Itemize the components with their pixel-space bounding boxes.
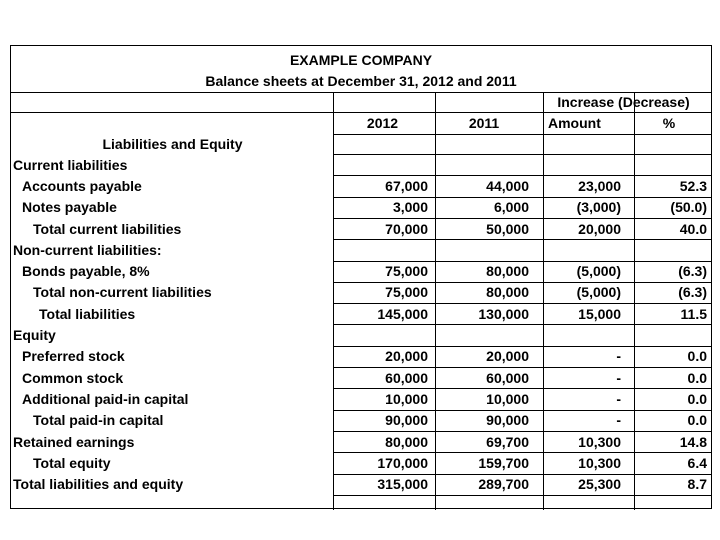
- row-divider: [333, 474, 711, 475]
- change-pct: 14.8: [679, 433, 707, 450]
- col-header-pct: %: [662, 115, 676, 131]
- balance-sheet-table: [10, 45, 712, 509]
- change-pct: 8.7: [687, 476, 707, 493]
- change-pct: 6.4: [687, 454, 707, 471]
- row-label: Common stock: [22, 369, 124, 386]
- value-2012: 315,000: [377, 476, 428, 493]
- row-divider: [333, 452, 711, 453]
- section-title: Liabilities and Equity: [102, 136, 243, 152]
- change-pct: 0.0: [687, 348, 707, 365]
- table-row: [11, 474, 711, 495]
- row-divider: [333, 303, 711, 304]
- value-2012: 90,000: [385, 412, 428, 429]
- table-row: [11, 154, 711, 175]
- row-divider: [333, 410, 711, 411]
- value-2011: 6,000: [493, 199, 529, 216]
- value-2012: [333, 154, 432, 175]
- row-divider: [333, 239, 711, 240]
- change-amount: 23,000: [578, 177, 621, 194]
- change-pct: 40.0: [679, 220, 707, 237]
- change-amount: -: [616, 412, 621, 429]
- row-label: Retained earnings: [13, 433, 135, 450]
- change-amount: 10,300: [578, 433, 621, 450]
- value-2011: 159,700: [478, 454, 529, 471]
- table-row: [11, 218, 711, 239]
- value-2011: 69,700: [486, 433, 529, 450]
- value-2011: 130,000: [478, 305, 529, 322]
- value-2012: 60,000: [385, 369, 428, 386]
- table-row: [11, 239, 711, 260]
- row-label: Total equity: [33, 454, 111, 471]
- sheet-subtitle: Balance sheets at December 31, 2012 and 2011: [205, 73, 517, 89]
- table-row: [11, 346, 711, 367]
- table-row: [11, 388, 711, 409]
- change-amount: -: [616, 369, 621, 386]
- value-2012: [333, 324, 432, 345]
- row-divider: [333, 282, 711, 283]
- table-row: [11, 367, 711, 388]
- change-pct: (6.3): [678, 263, 707, 280]
- value-2011: 289,700: [478, 476, 529, 493]
- value-2011: 80,000: [486, 284, 529, 301]
- value-2011: [435, 154, 533, 175]
- change-pct: 52.3: [679, 177, 707, 194]
- header-row-columns: [11, 112, 711, 134]
- section-title-row: [11, 134, 711, 154]
- value-2011: 60,000: [486, 369, 529, 386]
- change-group-header: Increase (Decrease): [557, 94, 690, 110]
- row-divider: [333, 346, 711, 347]
- col-header-2012: 2012: [366, 115, 399, 131]
- row-divider: [333, 197, 711, 198]
- table-row: [11, 410, 711, 431]
- row-divider: [333, 154, 711, 155]
- row-divider: [333, 388, 711, 389]
- change-pct: 0.0: [687, 412, 707, 429]
- value-2011: 20,000: [486, 348, 529, 365]
- row-label: Total non-current liabilities: [33, 284, 212, 301]
- row-label: Equity: [13, 327, 56, 344]
- row-label: Preferred stock: [22, 348, 125, 365]
- col-header-amount: Amount: [548, 115, 601, 131]
- change-amount: [536, 154, 625, 175]
- change-amount: (5,000): [576, 263, 621, 280]
- company-name: EXAMPLE COMPANY: [289, 52, 433, 68]
- value-2011: 44,000: [486, 177, 529, 194]
- change-amount: [536, 239, 625, 260]
- change-amount: -: [616, 390, 621, 407]
- table-row: [11, 282, 711, 303]
- change-pct: [627, 154, 711, 175]
- value-2012: [333, 239, 432, 260]
- value-2011: [435, 324, 533, 345]
- table-row: [11, 303, 711, 324]
- value-2012: 80,000: [385, 433, 428, 450]
- row-divider: [333, 324, 711, 325]
- change-amount: 10,300: [578, 454, 621, 471]
- row-divider: [333, 495, 711, 496]
- value-2012: 20,000: [385, 348, 428, 365]
- value-2012: 70,000: [385, 220, 428, 237]
- change-amount: 15,000: [578, 305, 621, 322]
- col-header-2011: 2011: [468, 115, 500, 131]
- row-divider: [333, 134, 711, 135]
- change-amount: -: [616, 348, 621, 365]
- table-row: [11, 261, 711, 282]
- change-pct: 11.5: [680, 305, 707, 322]
- row-label: Total liabilities and equity: [13, 476, 184, 493]
- divider: [11, 112, 711, 113]
- value-2012: 3,000: [392, 199, 428, 216]
- change-amount: [536, 324, 625, 345]
- value-2011: [435, 239, 533, 260]
- value-2012: 75,000: [385, 284, 428, 301]
- table-row: [11, 324, 711, 345]
- row-divider: [333, 218, 711, 219]
- value-2011: 80,000: [486, 263, 529, 280]
- value-2012: 170,000: [377, 454, 428, 471]
- table-row: [11, 431, 711, 452]
- row-label: Total liabilities: [39, 305, 136, 322]
- change-amount: 20,000: [578, 220, 621, 237]
- table-row: [11, 175, 711, 196]
- row-label: Bonds payable, 8%: [22, 263, 150, 280]
- change-amount: (3,000): [576, 199, 621, 216]
- row-divider: [333, 367, 711, 368]
- row-label: Accounts payable: [22, 177, 142, 194]
- row-label: Non-current liabilities:: [13, 241, 162, 258]
- table-row: [11, 197, 711, 218]
- change-pct: (6.3): [678, 284, 707, 301]
- row-label: Notes payable: [22, 199, 117, 216]
- change-pct: (50.0): [670, 199, 707, 216]
- value-2012: 10,000: [385, 390, 428, 407]
- row-divider: [333, 261, 711, 262]
- value-2011: 50,000: [486, 220, 529, 237]
- value-2012: 67,000: [385, 177, 428, 194]
- value-2011: 10,000: [486, 390, 529, 407]
- change-amount: (5,000): [576, 284, 621, 301]
- row-label: Additional paid-in capital: [22, 390, 189, 407]
- change-pct: [627, 324, 711, 345]
- change-pct: 0.0: [687, 369, 707, 386]
- value-2012: 145,000: [377, 305, 428, 322]
- row-label: Total current liabilities: [33, 220, 182, 237]
- value-2011: 90,000: [486, 412, 529, 429]
- row-label: Current liabilities: [13, 156, 128, 173]
- change-pct: [627, 239, 711, 260]
- row-divider: [333, 175, 711, 176]
- table-row: [11, 452, 711, 473]
- row-label: Total paid-in capital: [33, 412, 164, 429]
- header-row-change: [11, 92, 711, 112]
- value-2012: 75,000: [385, 263, 428, 280]
- change-pct: 0.0: [687, 390, 707, 407]
- change-amount: 25,300: [578, 476, 621, 493]
- row-divider: [333, 431, 711, 432]
